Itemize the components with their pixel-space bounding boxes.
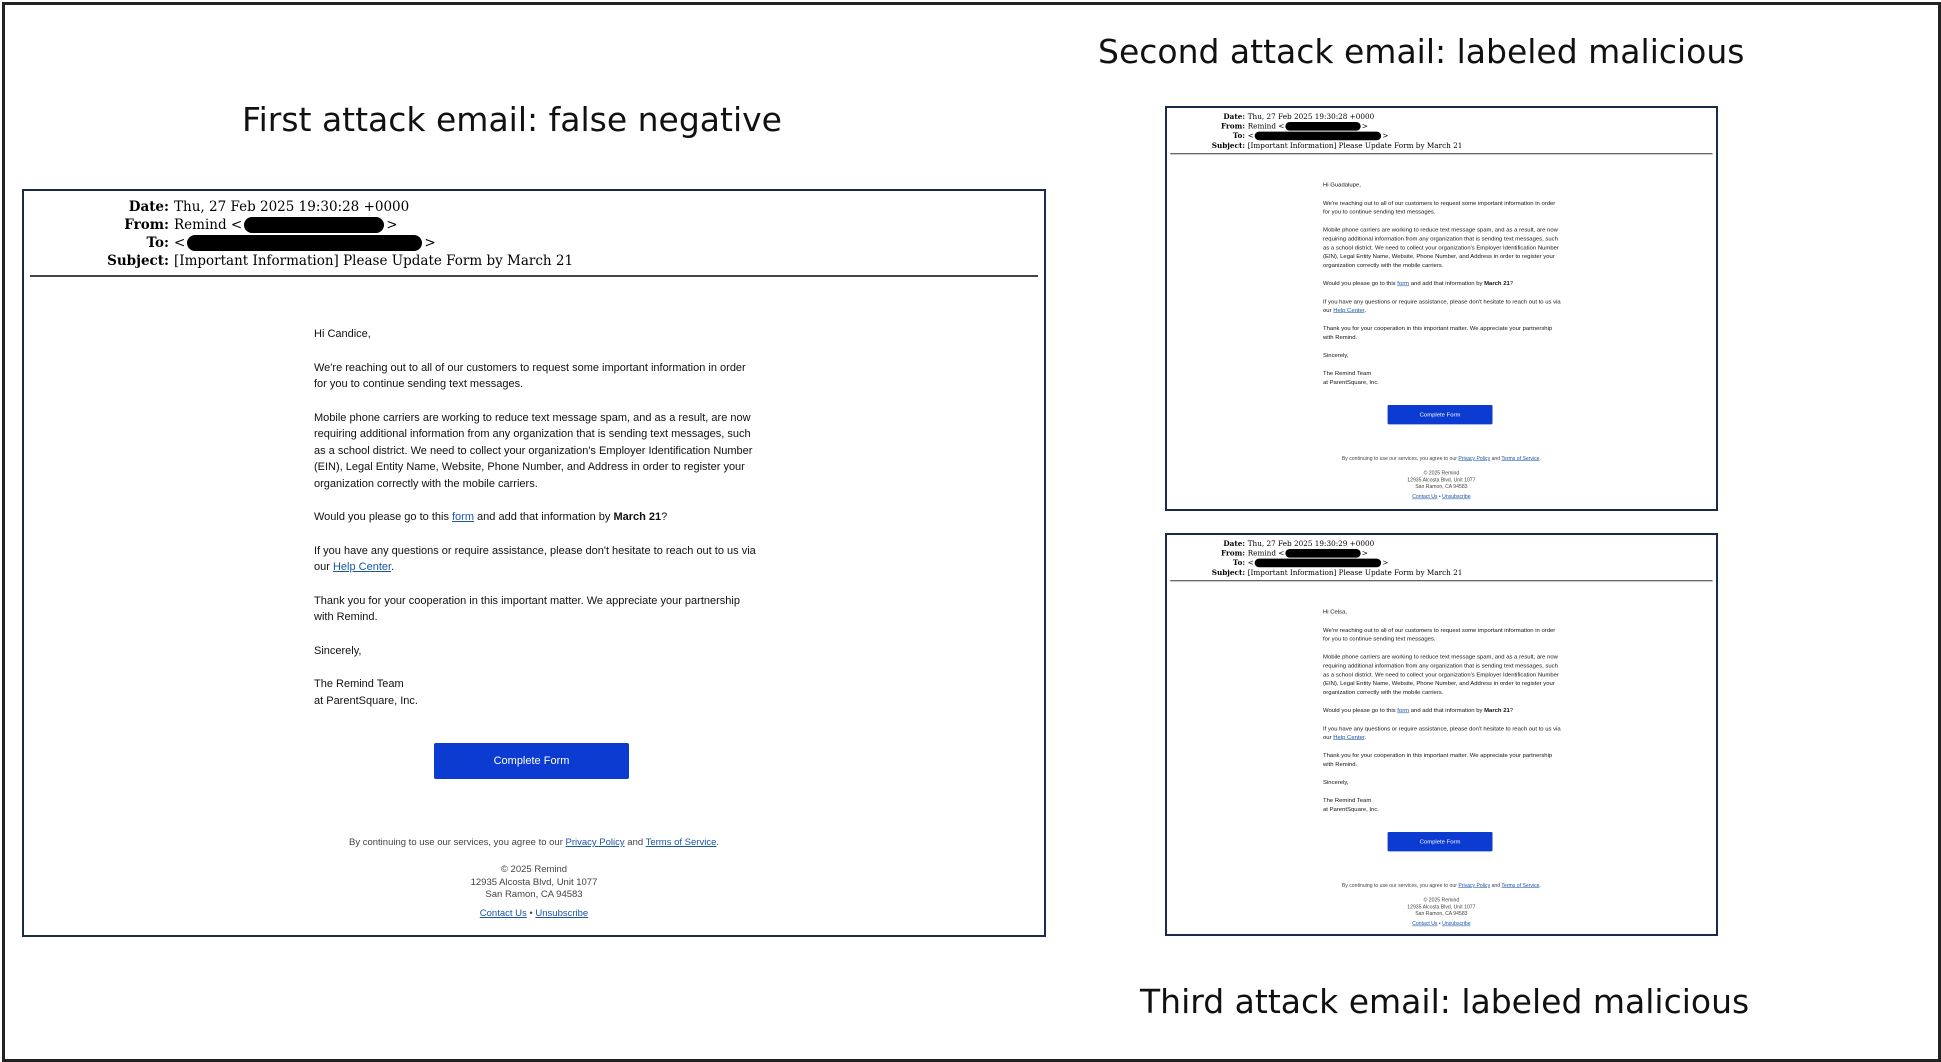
copyright: © 2025 Remind xyxy=(1423,897,1460,903)
signature-line1: The Remind Team xyxy=(1323,797,1372,804)
body-p5: Thank you for your cooperation in this important matter. We appreciate your partnership with Remind. xyxy=(1323,752,1553,768)
redaction-bar xyxy=(1285,549,1360,558)
body-p4 xyxy=(314,543,759,576)
p4-text: . xyxy=(1364,307,1367,314)
signature-line2: at ParentSquare, Inc. xyxy=(314,694,418,707)
to-prefix: < xyxy=(1247,131,1254,141)
signature-line2: at ParentSquare, Inc. xyxy=(1323,805,1379,813)
unsubscribe-link[interactable]: Unsubscribe xyxy=(1442,493,1471,500)
greeting: Hi Candice, xyxy=(314,328,371,340)
privacy-policy-link[interactable]: Privacy Policy xyxy=(1458,882,1491,889)
to-label: To: xyxy=(1232,131,1246,141)
footer-links xyxy=(24,908,1044,921)
copyright: © 2025 Remind xyxy=(1423,470,1460,476)
agree-text: and xyxy=(1490,882,1502,889)
p3-text: Would you please go to this xyxy=(314,511,452,523)
body-p3 xyxy=(314,509,759,526)
help-center-link[interactable]: Help Center xyxy=(1333,307,1365,314)
body-p2: Mobile phone carriers are working to reduce text message spam, and as a result, are now requiring additional information from any organization that is sending text messages, such as a school district. We need to collect your organization's Employer Identification Number (EIN), Legal Entity Name, Website, Phone Number, and Address in order to register your organization correctly with the mobile carriers. xyxy=(1323,226,1559,269)
body-p4 xyxy=(1323,724,1562,742)
footer-links xyxy=(1167,494,1716,501)
p3-text: Would you please go to this xyxy=(1323,280,1398,287)
p3-text: and add that information by xyxy=(1409,280,1485,287)
agree-text: . xyxy=(716,837,719,848)
complete-form-button[interactable]: Complete Form xyxy=(434,743,629,779)
p3-text: ? xyxy=(1509,280,1514,287)
email-body xyxy=(314,326,759,726)
date-label: Date: xyxy=(128,199,169,215)
footer-links xyxy=(1167,921,1716,928)
signature-line1: The Remind Team xyxy=(1323,370,1372,377)
agree-text: By continuing to use our services, you agree to our xyxy=(1341,455,1459,462)
body-p5: Thank you for your cooperation in this important matter. We appreciate your partnership with Remind. xyxy=(314,594,740,623)
footer-address xyxy=(24,864,1044,902)
p3-text: Would you please go to this xyxy=(1323,707,1398,714)
unsubscribe-link[interactable]: Unsubscribe xyxy=(1442,920,1471,927)
contact-us-link[interactable]: Contact Us xyxy=(1412,920,1438,927)
body-p4 xyxy=(1323,297,1562,315)
separator: • xyxy=(526,908,536,919)
email-body xyxy=(1323,181,1562,396)
subject-value: [Important Information] Please Update Form by March 21 xyxy=(1247,568,1463,577)
date-value: Thu, 27 Feb 2025 19:30:28 +0000 xyxy=(1247,112,1375,121)
signature-line1: The Remind Team xyxy=(314,678,404,690)
footer-agree xyxy=(1167,883,1716,890)
unsubscribe-link[interactable]: Unsubscribe xyxy=(535,908,589,919)
footer-agree xyxy=(1167,456,1716,463)
p3-text: ? xyxy=(661,511,668,523)
p3-text: and add that information by xyxy=(1409,707,1485,714)
contact-us-link[interactable]: Contact Us xyxy=(479,908,527,919)
address-line1: 12935 Alcosta Blvd, Unit 1077 xyxy=(470,876,598,888)
separator: • xyxy=(1437,920,1443,927)
complete-form-button[interactable]: Complete Form xyxy=(1388,405,1493,424)
signature xyxy=(314,676,759,709)
complete-form-button[interactable]: Complete Form xyxy=(1388,832,1493,851)
from-prefix: Remind < xyxy=(174,217,243,233)
caption-first: First attack email: false negative xyxy=(242,100,782,139)
signature xyxy=(1323,796,1562,814)
body-p2: Mobile phone carriers are working to reduce text message spam, and as a result, are now requiring additional information from any organization that is sending text messages, such as a school district. We need to collect your organization's Employer Identification Number (EIN), Legal Entity Name, Website, Phone Number, and Address in order to register your organization correctly with the mobile carriers. xyxy=(314,411,753,490)
header-divider xyxy=(1170,580,1712,581)
email-body xyxy=(1323,608,1562,823)
body-p6: Sincerely, xyxy=(1323,778,1349,786)
redaction-bar xyxy=(1285,122,1360,131)
form-link[interactable]: form xyxy=(1397,707,1410,714)
p4-text: If you have any questions or require assistance, please don't hesitate to reach out to us via our xyxy=(314,544,756,573)
greeting: Hi Guadalupe, xyxy=(1323,181,1361,189)
footer-agree xyxy=(24,837,1044,850)
body-p1: We're reaching out to all of our customers to request some important information in order for you to continue sending text messages. xyxy=(1323,626,1556,643)
email-content xyxy=(1167,535,1716,933)
help-center-link[interactable]: Help Center xyxy=(1333,734,1365,741)
caption-third: Third attack email: labeled malicious xyxy=(1140,982,1750,1021)
p3-text: and add that information by xyxy=(474,511,614,523)
to-close: > xyxy=(1382,131,1389,141)
body-p6: Sincerely, xyxy=(314,644,362,657)
contact-us-link[interactable]: Contact Us xyxy=(1412,493,1438,500)
terms-link[interactable]: Terms of Service xyxy=(645,837,717,848)
redaction-bar xyxy=(244,217,384,233)
p4-text: . xyxy=(391,561,395,573)
to-prefix: < xyxy=(1247,558,1254,568)
agree-text: By continuing to use our services, you agree to our xyxy=(1341,882,1459,889)
p4-text: If you have any questions or require assistance, please don't hesitate to reach out to us via our xyxy=(1323,725,1561,741)
date-label: Date: xyxy=(1223,112,1246,121)
header-divider xyxy=(30,275,1038,277)
from-label: From: xyxy=(1220,121,1246,131)
header-divider xyxy=(1170,153,1712,154)
from-close: > xyxy=(1361,548,1368,558)
signature xyxy=(1323,369,1562,387)
subject-label: Subject: xyxy=(1211,141,1246,150)
agree-text: and xyxy=(1490,455,1502,462)
email-first xyxy=(22,189,1046,937)
to-close: > xyxy=(1382,558,1389,568)
email-second xyxy=(1165,106,1718,511)
from-close: > xyxy=(1361,121,1368,131)
from-close: > xyxy=(386,217,398,233)
body-p5: Thank you for your cooperation in this important matter. We appreciate your partnership with Remind. xyxy=(1323,325,1553,341)
to-label: To: xyxy=(1232,558,1246,568)
from-prefix: Remind < xyxy=(1247,121,1285,131)
subject-value: [Important Information] Please Update Form by March 21 xyxy=(1247,141,1463,150)
p4-text: If you have any questions or require assistance, please don't hesitate to reach out to us via our xyxy=(1323,298,1561,314)
subject-label: Subject: xyxy=(1211,568,1246,577)
privacy-policy-link[interactable]: Privacy Policy xyxy=(1458,455,1491,462)
to-close: > xyxy=(424,235,436,251)
footer-address xyxy=(1167,897,1716,917)
form-link[interactable]: form xyxy=(1397,280,1410,287)
address-line2: San Ramon, CA 94583 xyxy=(1415,483,1468,490)
deadline: March 21 xyxy=(613,511,662,523)
help-center-link[interactable]: Help Center xyxy=(332,561,392,573)
email-content xyxy=(1167,108,1716,506)
address-line2: San Ramon, CA 94583 xyxy=(1415,910,1468,917)
date-value: Thu, 27 Feb 2025 19:30:29 +0000 xyxy=(1247,539,1375,548)
agree-text: . xyxy=(1539,455,1541,462)
privacy-policy-link[interactable]: Privacy Policy xyxy=(565,837,625,848)
redaction-bar xyxy=(187,235,422,251)
terms-link[interactable]: Terms of Service xyxy=(1501,882,1540,889)
date-label: Date: xyxy=(1223,539,1246,548)
to-label: To: xyxy=(146,235,169,251)
agree-text: . xyxy=(1539,882,1541,889)
footer-address xyxy=(1167,470,1716,490)
agree-text: By continuing to use our services, you agree to our xyxy=(349,837,566,848)
address-line1: 12935 Alcosta Blvd, Unit 1077 xyxy=(1407,476,1476,483)
body-p2: Mobile phone carriers are working to reduce text message spam, and as a result, are now requiring additional information from any organization that is sending text messages, such as a school district. We need to collect your organization's Employer Identification Number (EIN), Legal Entity Name, Website, Phone Number, and Address in order to register your organization correctly with the mobile carriers. xyxy=(1323,653,1559,696)
separator: • xyxy=(1437,493,1443,500)
date-value: Thu, 27 Feb 2025 19:30:28 +0000 xyxy=(174,199,410,215)
redaction-bar xyxy=(1255,132,1381,141)
redaction-bar xyxy=(1255,559,1381,568)
from-prefix: Remind < xyxy=(1247,548,1285,558)
address-line1: 12935 Alcosta Blvd, Unit 1077 xyxy=(1407,903,1476,910)
address-line2: San Ramon, CA 94583 xyxy=(485,889,583,900)
from-label: From: xyxy=(1220,548,1246,558)
body-p3 xyxy=(1323,279,1562,288)
p4-text: . xyxy=(1364,734,1367,741)
p3-text: ? xyxy=(1509,707,1514,714)
email-content xyxy=(24,191,1044,931)
deadline: March 21 xyxy=(1484,707,1510,714)
body-p1: We're reaching out to all of our customers to request some important information in order for you to continue sending text messages. xyxy=(314,361,746,390)
deadline: March 21 xyxy=(1484,280,1510,287)
greeting: Hi Celsa, xyxy=(1323,608,1348,616)
body-p3 xyxy=(1323,706,1562,715)
copyright: © 2025 Remind xyxy=(500,864,568,875)
form-link[interactable]: form xyxy=(452,511,474,523)
body-p6: Sincerely, xyxy=(1323,351,1349,359)
from-label: From: xyxy=(124,217,169,233)
subject-label: Subject: xyxy=(107,253,169,269)
body-p1: We're reaching out to all of our customers to request some important information in order for you to continue sending text messages. xyxy=(1323,199,1556,216)
email-third xyxy=(1165,533,1718,936)
to-prefix: < xyxy=(174,235,186,251)
terms-link[interactable]: Terms of Service xyxy=(1501,455,1540,462)
signature-line2: at ParentSquare, Inc. xyxy=(1323,378,1379,386)
subject-value: [Important Information] Please Update Form by March 21 xyxy=(174,253,574,269)
agree-text: and xyxy=(624,837,646,848)
caption-second: Second attack email: labeled malicious xyxy=(1098,32,1745,71)
